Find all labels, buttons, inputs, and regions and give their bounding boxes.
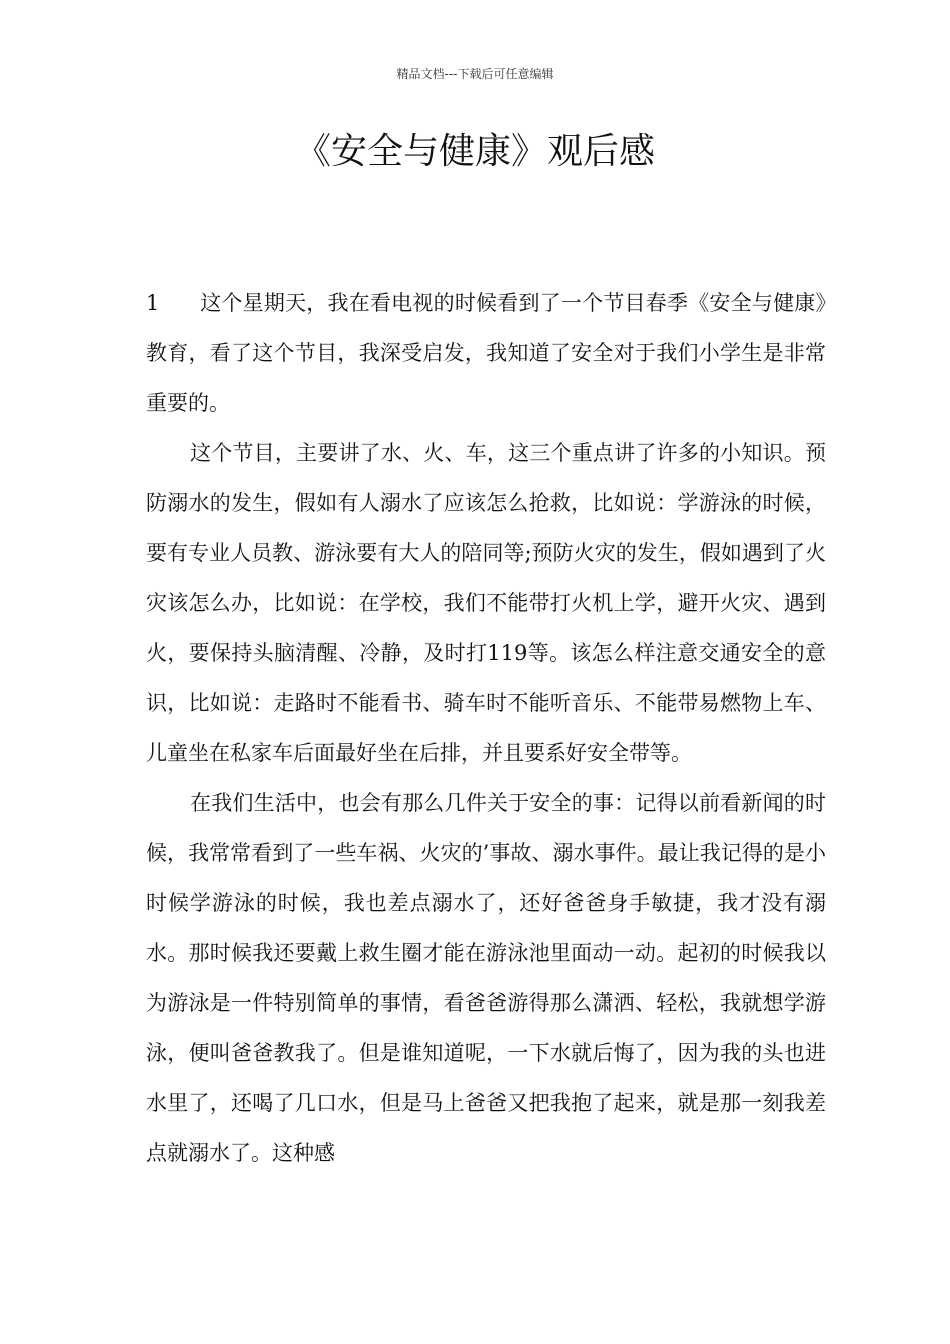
document-title: 《安全与健康》观后感 xyxy=(294,131,655,172)
header-note: 精品文档---下载后可任意编辑 xyxy=(396,67,554,81)
paragraph-text: 这个星期天，我在看电视的时候看到了一个节目春季《安全与健康》教育，看了这个节目，我深受启发，我知道了安全对于我们小学生是非常重要的。 xyxy=(146,291,826,415)
document-body xyxy=(146,278,826,1178)
paragraph-3: 在我们生活中，也会有那么几件关于安全的事：记得以前看新闻的时候，我常常看到了一些车祸、火灾的’事故、溺水事件。最让我记得的是小时候学游泳的时候，我也差点溺水了，还好爸爸身手敏捷，我才没有溺水。那时候我还要戴上救生圈才能在游泳池里面动一动。起初的时候我以为游泳是一件特别简单的事情，看爸爸游得那么潇洒、轻松，我就想学游泳，便叫爸爸教我了。但是谁知道呢，一下水就后悔了，因为我的头也进水里了，还喝了几口水，但是马上爸爸又把我抱了起来，就是那一刻我差点就溺水了。这种感 xyxy=(146,791,826,1165)
paragraph-1 xyxy=(146,278,826,428)
paragraph-2: 这个节目，主要讲了水、火、车，这三个重点讲了许多的小知识。预防溺水的发生，假如有人溺水了应该怎么抢救，比如说：学游泳的时候，要有专业人员教、游泳要有大人的陪同等;预防火灾的发生，假如遇到了火灾该怎么办，比如说：在学校，我们不能带打火机上学，避开火灾、遇到火，要保持头脑清醒、冷静，及时打119等。该怎么样注意交通安全的意识，比如说：走路时不能看书、骑车时不能听音乐、不能带易燃物上车、儿童坐在私家车后面最好坐在后排，并且要系好安全带等。 xyxy=(146,441,826,765)
paragraph-number: 1 xyxy=(146,291,160,315)
